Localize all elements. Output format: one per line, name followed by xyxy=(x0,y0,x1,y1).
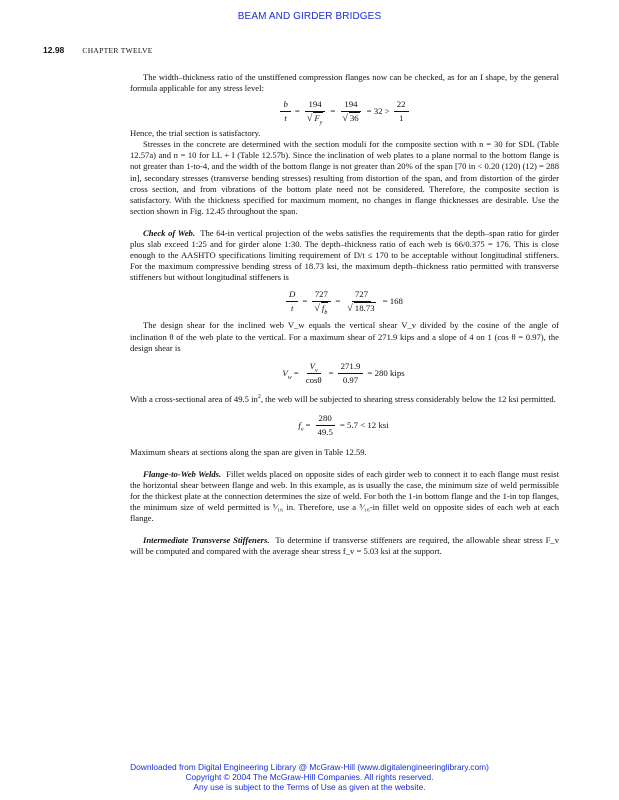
paragraph: Stresses in the concrete are determined with the section moduli for the composite section with n = 30 for SDL (Table 12.57a) and n = 10 for LL + I (Table 12.57b). Since the inclination of web plates to a plane normal to the bottom flange is not greater than 1-to-4, and the width of the bottom flange is not greater than 20% of the span [70 in < 0.20 (120) (12) = 288 in], secondary stresses (transverse bending stresses) resulting from distortion of the span, and from distortion of the girder cross section, and from vibrations of the bottom plate need not be considered. Therefore, the composite section is satisfactory. With the thickness specified for maximum moment, no changes in flange thicknesses are desirable. Use the section shown in Fig. 12.45 throughout the span. xyxy=(130,139,559,216)
paragraph: Hence, the trial section is satisfactory. xyxy=(130,128,261,139)
paragraph: With a cross-sectional area of 49.5 $in^2$, the web will be subjected to shearing stress considerably below the 12 ksi permitted. xyxy=(130,393,556,404)
footer-line-copyright: Copyright © 2004 The McGraw-Hill Companies. All rights reserved. xyxy=(185,772,434,782)
paragraph: The design shear for the inclined web V_w equals the vertical shear V_v divided by the cosine of the angle of inclination θ of the web plate to the vertical. For a maximum shear of 271.9 kips and a slope of 4 on 1 (cos θ = 0.97), the design shear is xyxy=(130,320,559,353)
paragraph-flange-to-web-welds: Flange-to-Web Welds. Fillet welds placed on opposite sides of each girder web to connect it to each flange must resist the horizontal shear between flange and web. In this example, as is usually the case, the minimum size of weld permissible for the thickest plate at the connection determines the size of weld. For both the 1-in bottom flange and the 1-in top flanges, the minimum size of weld permitted is ⁵⁄₁₆ in. Therefore, use a ⁵⁄₁₆-in fillet weld on opposite sides of each web at each flange. xyxy=(130,468,559,524)
section-heading: Intermediate Transverse Stiffeners. xyxy=(143,535,270,546)
page-banner: BEAM AND GIRDER BRIDGES xyxy=(237,11,382,22)
chapter-title: CHAPTER TWELVE xyxy=(82,46,153,55)
footer-line-source[interactable]: Downloaded from Digital Engineering Library @ McGraw-Hill (www.digitalengineeringlibrary.com) xyxy=(130,762,489,772)
fraction: $\frac{727}{√ f_b}$ xyxy=(311,289,331,314)
equation-depth-thickness: $\frac{D}{t}$ = $\frac{727}{√ f_b}$ = $\frac{727}{√ 18.73}$ = 168 xyxy=(130,289,559,314)
paragraph: Maximum shears at sections along the span are given in Table 12.59. xyxy=(130,446,367,457)
fraction: $\frac{D}{t}$ xyxy=(286,289,298,314)
fraction: $\frac{280}{49.5}$ xyxy=(317,412,333,437)
fraction: $\frac{194}{√ 36}$ xyxy=(342,99,359,125)
section-heading: Flange-to-Web Welds. xyxy=(143,468,222,479)
fraction: $\frac{271.9}{0.97}$ xyxy=(338,361,364,386)
body-text xyxy=(130,72,559,558)
fraction: $\frac{194}{√ F_y}$ xyxy=(304,99,327,124)
section-heading: Check of Web. xyxy=(143,227,195,238)
footer-line-terms: Any use is subject to the Terms of Use as given at the website. xyxy=(193,782,426,792)
fraction: $\frac{727}{√ 18.73}$ xyxy=(347,289,375,315)
paragraph-transverse-stiffeners: Intermediate Transverse Stiffeners. To determine if transverse stiffeners are required, the allowable shear stress F_v will be computed and compared with the average shear stress f_v = 5.03 ksi at the support. xyxy=(130,535,559,557)
running-head xyxy=(43,45,153,55)
equation-width-thickness: $\frac{b}{t}$ = $\frac{194}{√ F_y}$ = $\frac{194}{√ 36}$ = 32 > $\frac{22}{1}$ xyxy=(130,99,559,124)
equation-design-shear: $V_w$ = $\frac{V_v}{\cos\theta}$ = $\frac{271.9}{0.97}$ = 280 kips xyxy=(282,360,405,385)
page-number: 12.98 xyxy=(43,45,65,55)
fraction: $\frac{b}{t}$ xyxy=(280,99,290,124)
equation-shear-stress: $f_v$ = $\frac{280}{49.5}$ = 5.7 < 12 ksi xyxy=(298,412,389,437)
paragraph-check-of-web: Check of Web. The 64-in vertical projection of the webs satisfies the requirements that the depth–span ratio for girder plus slab exceed 1:25 and for girder alone 1:30. The depth–thickness ratio of each web is 66/0.375 = 176. This is close enough to the AASHTO specifications limiting requirement of D/t ≤ 170 to be acceptable without longitudinal stiffeners. For the maximum compressive bending stress of 18.73 ksi, the maximum depth–thickness ratio permitted with transverse stiffeners but without longitudinal stiffeners is xyxy=(130,227,560,283)
paragraph: The width–thickness ratio of the unstiffened compression flanges now can be checked, as for an I shape, by the general formula applicable for any stress level: xyxy=(130,72,559,94)
download-footer xyxy=(0,762,619,792)
fraction: $\frac{V_v}{\cos\theta}$ xyxy=(305,360,322,385)
fraction: $\frac{22}{1}$ xyxy=(394,99,409,124)
